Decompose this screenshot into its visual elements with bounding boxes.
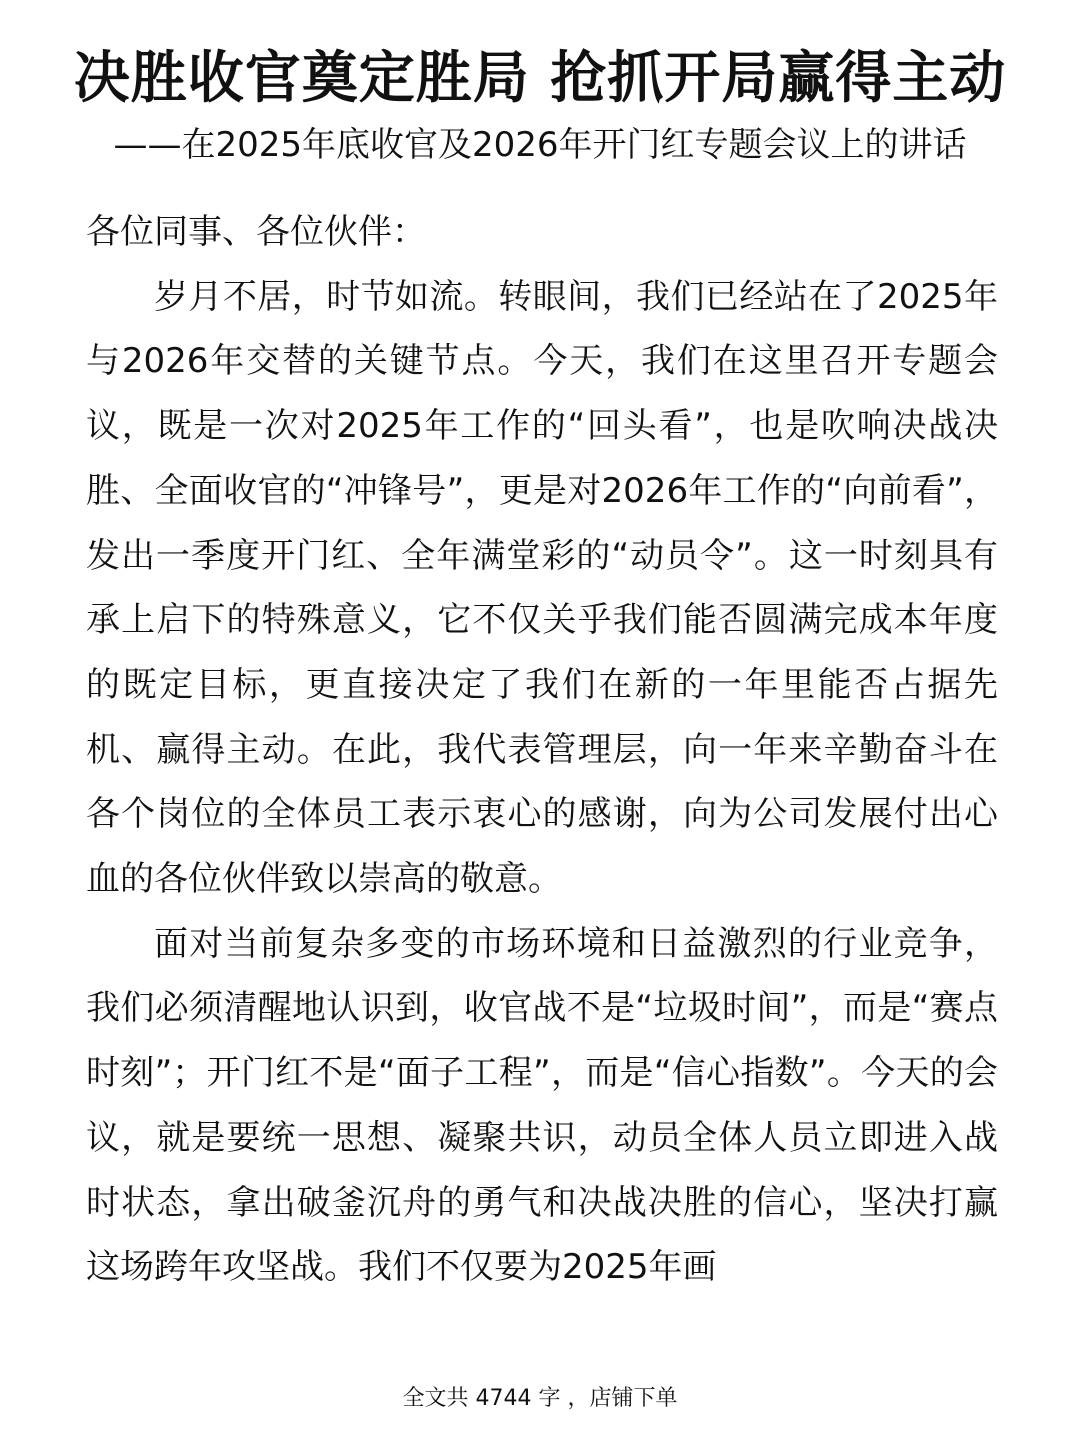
paragraph-2: 面对当前复杂多变的市场环境和日益激烈的行业竞争，我们必须清醒地认识到，收官战不是“垃圾时间”，而是“赛点时刻”；开门红不是“面子工程”，而是“信心指数”。今天的会议，就是要统一思想、凝聚共识，动员全体人员立即进入战时状态，拿出破釜沉舟的勇气和决战决胜的信心，坚决打赢这场跨年攻坚战。我们不仅要为2025年画 (86, 923, 998, 1288)
paragraph-1: 岁月不居，时节如流。转眼间，我们已经站在了2025年与2026年交替的关键节点。今天，我们在这里召开专题会议，既是一次对2025年工作的“回头看”，也是吹响决战决胜、全面收官的“冲锋号”，更是对2026年工作的“向前看”，发出一季度开门红、全年满堂彩的“动员令”。这一时刻具有承上启下的特殊意义，它不仅关乎我们能否圆满完成本年度的既定目标，更直接决定了我们在新的一年里能否占据先机、赢得主动。在此，我代表管理层，向一年来辛勤奋斗在各个岗位的全体员工表示衷心的感谢，向为公司发展付出心血的各位伙伴致以崇高的敬意。 (86, 276, 998, 900)
document-subtitle: ——在2025年底收官及2026年开门红专题会议上的讲话 (113, 125, 967, 165)
footer-note: 全文共 4744 字 ，店铺下单 (402, 1386, 678, 1411)
document-title: 决胜收官奠定胜局 抢抓开局赢得主动 (73, 46, 1007, 111)
salutation: 各位同事、各位伙伴： (86, 212, 426, 252)
document-body (86, 200, 998, 1300)
